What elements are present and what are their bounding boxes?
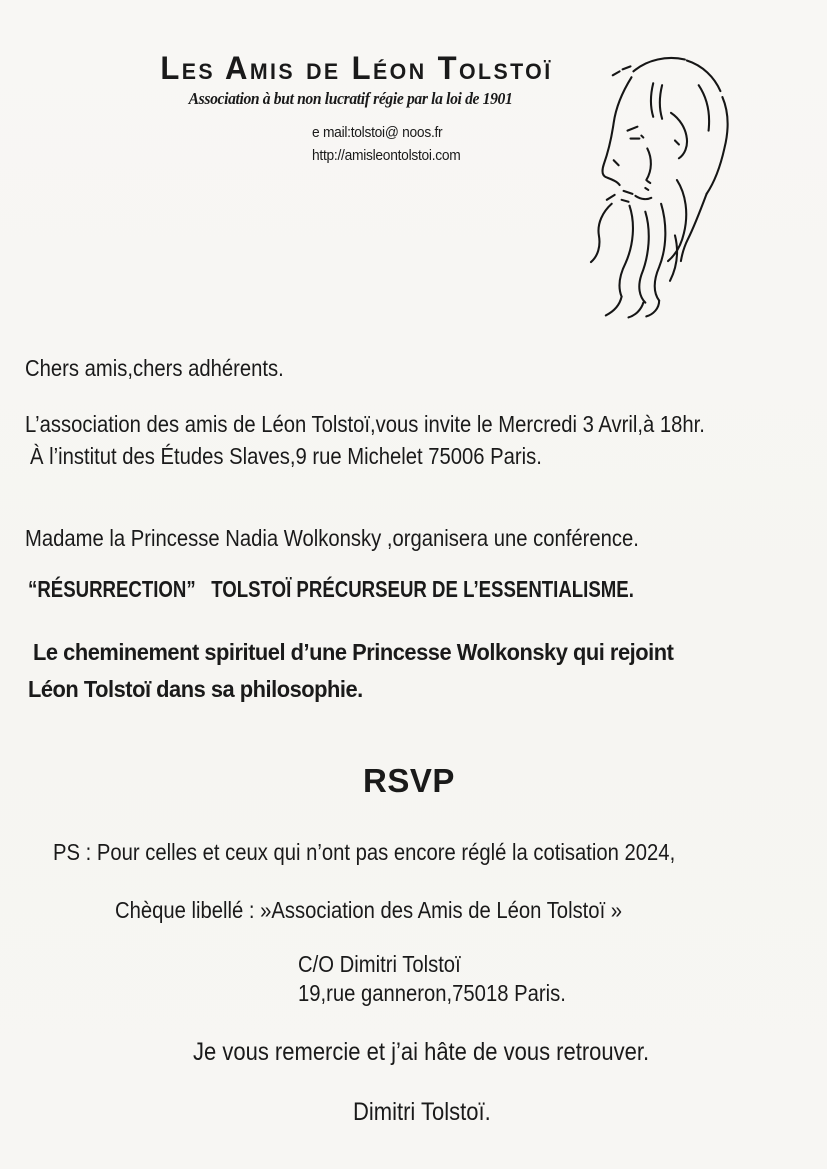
invitation-line-1: L’association des amis de Léon Tolstoï,vous invite le Mercredi 3 Avril,à 18hr. [25,411,705,437]
care-of-line: C/O Dimitri Tolstoï [298,951,461,977]
website-url: http://amisleontolstoi.com [312,147,461,164]
conference-title: “RÉSURRECTION” TOLSTOÏ PRÉCURSEUR DE L’ESSENTIALISME. [28,576,634,602]
email-address: e mail:tolstoi@ noos.fr [312,124,443,141]
salutation-line: Chers amis,chers adhérents. [25,355,284,381]
description-line-1: Le cheminement spirituel d’une Princesse Wolkonsky qui rejoint [33,639,674,665]
ps-line: PS : Pour celles et ceux qui n’ont pas encore réglé la cotisation 2024, [53,839,676,865]
invitation-line-2: À l’institut des Études Slaves,9 rue Michelet 75006 Paris. [30,443,542,469]
association-title: Les Amis de Léon Tolstoï [160,50,553,86]
cheque-line: Chèque libellé : »Association des Amis de Léon Tolstoï » [115,897,623,923]
organizer-line: Madame la Princesse Nadia Wolkonsky ,organisera une conférence. [25,525,639,551]
tolstoy-portrait-sketch [588,48,756,320]
closing-line: Je vous remercie et j’ai hâte de vous retrouver. [193,1038,650,1066]
signature-line: Dimitri Tolstoï. [353,1098,491,1126]
address-line: 19,rue ganneron,75018 Paris. [298,980,566,1006]
rsvp-heading: RSVP [363,762,455,799]
association-subtitle: Association à but non lucratif régie par la loi de 1901 [188,89,513,108]
description-line-2: Léon Tolstoï dans sa philosophie. [28,676,363,702]
